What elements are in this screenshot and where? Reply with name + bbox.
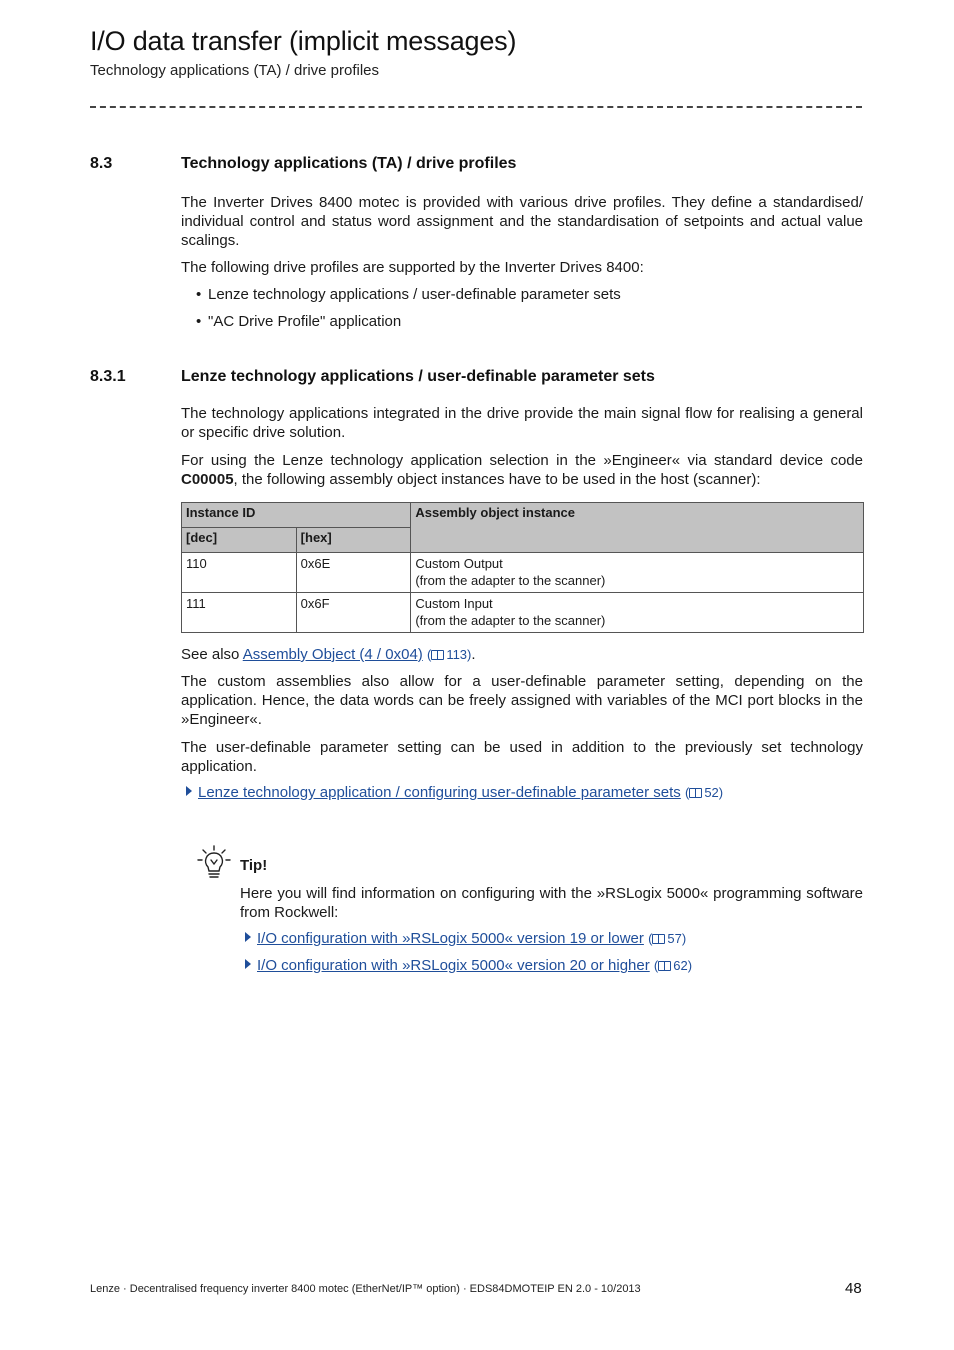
cell-dec: 110 xyxy=(182,553,297,593)
assembly-instance-table xyxy=(181,502,864,633)
table-header-assembly: Assembly object instance xyxy=(411,503,864,553)
arrow-right-icon xyxy=(245,932,251,942)
page-number: 48 xyxy=(845,1280,862,1297)
page-subtitle: Technology applications (TA) / drive profiles xyxy=(90,62,380,79)
page-reference: ( 113) xyxy=(426,647,472,662)
section-title: Technology applications (TA) / drive profiles xyxy=(181,155,517,172)
footer-text: Lenze · Decentralised frequency inverter 8400 motec (EtherNet/IP™ option) · EDS84DMOTEIP EN 2.0 - 10/2013 xyxy=(90,1283,641,1295)
table-row xyxy=(182,593,864,633)
subsection-title: Lenze technology applications / user-definable parameter sets xyxy=(181,368,655,385)
bullet-item: "AC Drive Profile" application xyxy=(208,313,402,330)
table-row xyxy=(182,553,864,593)
table-header-hex: [hex] xyxy=(296,528,411,553)
tip-text: Here you will find information on configuring with the »RSLogix 5000« programming software from Rockwell: xyxy=(240,885,863,921)
rslogix-v20-link[interactable]: I/O configuration with »RSLogix 5000« version 20 or higher xyxy=(257,957,650,974)
cell-dec: 111 xyxy=(182,593,297,633)
cell-assembly: Custom Input (from the adapter to the scanner) xyxy=(411,593,864,633)
rslogix-v19-link[interactable]: I/O configuration with »RSLogix 5000« version 19 or lower xyxy=(257,930,644,947)
section-paragraph-1: The Inverter Drives 8400 motec is provided with various drive profiles. They define a standardised/ individual control and status word assignment and the standardisation of setpoints and actual value scalings. xyxy=(181,194,863,249)
page-reference: ( 62) xyxy=(653,958,693,973)
book-icon xyxy=(652,934,665,944)
cell-hex: 0x6F xyxy=(296,593,411,633)
bullet-icon: • xyxy=(196,286,202,303)
tip-link-line xyxy=(245,930,686,947)
subsection-paragraph-1: The technology applications integrated in the drive provide the main signal flow for realising a general or specific drive solution. xyxy=(181,405,863,441)
lightbulb-icon xyxy=(197,845,233,881)
subsection-paragraph-2: For using the Lenze technology application selection in the »Engineer« via standard device code C00005, the following assembly object instances have to be used in the host (scanner): xyxy=(181,452,863,488)
cell-hex: 0x6E xyxy=(296,553,411,593)
cross-reference-line xyxy=(186,784,723,801)
page-title: I/O data transfer (implicit messages) xyxy=(90,26,517,56)
subsection-paragraph-3: The custom assemblies also allow for a user-definable parameter setting, depending on the application. Hence, the data words can be freely assigned with variables of the MCI port blocks in the »Engineer«. xyxy=(181,673,863,728)
page-reference: ( 57) xyxy=(648,931,687,946)
book-icon xyxy=(689,788,702,798)
bullet-icon: • xyxy=(196,313,202,330)
section-paragraph-2: The following drive profiles are supported by the Inverter Drives 8400: xyxy=(181,259,644,276)
book-icon xyxy=(431,650,444,660)
tip-link-line xyxy=(245,957,692,974)
table-header-instance-id: Instance ID xyxy=(182,503,411,528)
device-code: C00005 xyxy=(181,471,234,488)
tip-label: Tip! xyxy=(240,857,268,874)
arrow-right-icon xyxy=(245,959,251,969)
header-divider xyxy=(90,106,862,108)
subsection-number: 8.3.1 xyxy=(90,368,126,385)
configuring-parameter-sets-link[interactable]: Lenze technology application / configuring user-definable parameter sets xyxy=(198,784,681,801)
see-also-line: See also Assembly Object (4 / 0x04) ( 113). xyxy=(181,646,476,663)
bullet-item: Lenze technology applications / user-definable parameter sets xyxy=(208,286,621,303)
table-header-dec: [dec] xyxy=(182,528,297,553)
arrow-right-icon xyxy=(186,786,192,796)
assembly-object-link[interactable]: Assembly Object (4 / 0x04) xyxy=(242,646,423,663)
book-icon xyxy=(658,961,671,971)
subsection-paragraph-4: The user-definable parameter setting can be used in addition to the previously set technology application. xyxy=(181,739,863,775)
page-reference: ( 52) xyxy=(684,785,724,800)
section-number: 8.3 xyxy=(90,155,113,172)
cell-assembly: Custom Output (from the adapter to the scanner) xyxy=(411,553,864,593)
